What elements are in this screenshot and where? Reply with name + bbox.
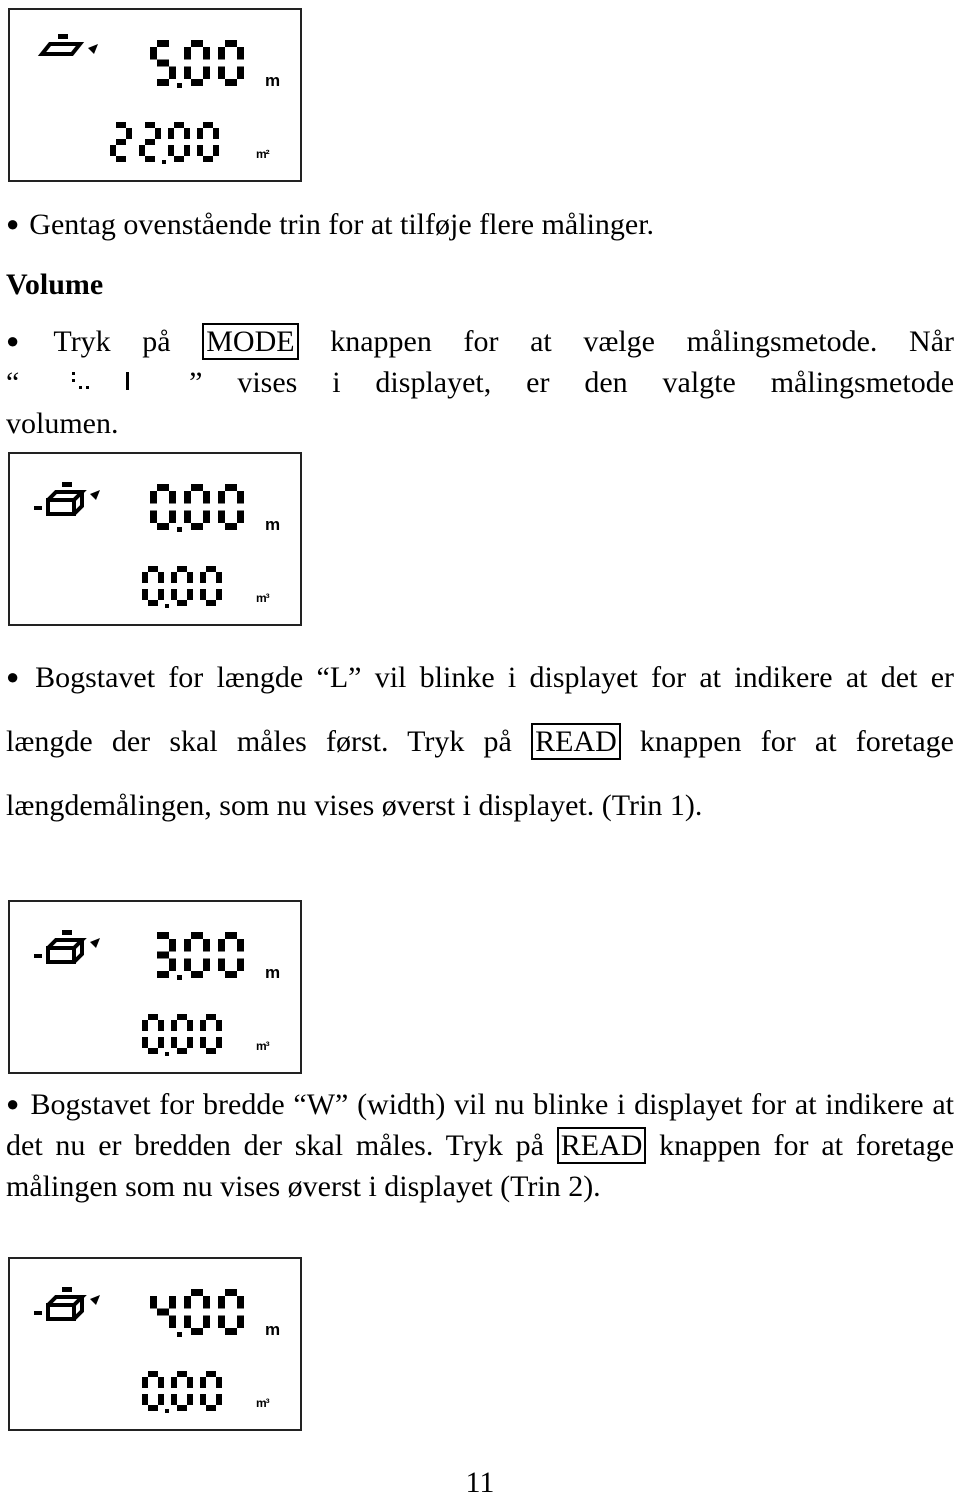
lcd-decimal-point (177, 527, 182, 532)
volume-mode-icon (34, 1287, 100, 1319)
lcd-display-length (8, 900, 302, 1074)
unit-cubic-meter: m³ (256, 1396, 269, 1410)
lcd-digit (184, 40, 210, 86)
lcd-digit (171, 566, 193, 606)
lcd-digit (218, 932, 244, 978)
lcd-display-area (8, 8, 302, 182)
lcd-decimal-point (165, 604, 169, 608)
lcd-digit (218, 484, 244, 530)
lcd-digit (142, 566, 164, 606)
lcd-decimal-point (162, 160, 166, 164)
unit-meter: m (265, 71, 280, 90)
lcd-decimal-point (177, 1332, 182, 1337)
unit-cubic-meter: m³ (256, 591, 269, 605)
area-mode-icon (42, 34, 98, 54)
paragraph-repeat: ● Gentag ovenstående trin for at tilføje flere målinger. (6, 208, 655, 241)
lcd-decimal-point (177, 83, 182, 88)
paragraph-length: ● Bogstavet for længde “L” vil blinke i displayet for at indikere at det er længde der skal måles først. Tryk på READ knappen for at foretage længdemålingen, som nu vises øverst i displayet. (Trin 1). (6, 661, 955, 822)
read-key-label: READ (557, 1127, 647, 1164)
unit-meter: m (265, 1320, 280, 1339)
volume-mode-icon (34, 482, 100, 514)
lcd-digit (150, 484, 176, 530)
lcd-display-width (8, 1257, 302, 1431)
lcd-digit (218, 1289, 244, 1335)
volume-mode-icon (54, 366, 154, 396)
lcd-digit (171, 1371, 193, 1411)
lcd-digit (168, 122, 190, 162)
paragraph-width: ● Bogstavet for bredde “W” (width) vil nu blinke i displayet for at indikere at det nu er bredden der skal måles. Tryk på READ knappen for at foretage målingen som nu vises øverst i displayet (Trin 2). (6, 1088, 955, 1203)
lcd-display-volume-initial (8, 452, 302, 626)
lcd-digit (150, 1296, 176, 1328)
unit-cubic-meter: m³ (256, 1039, 269, 1053)
lcd-digit (142, 1014, 164, 1054)
lcd-digit (184, 1289, 210, 1335)
lcd-digit (157, 932, 176, 978)
bullet: ● (6, 328, 44, 353)
lcd-digit (197, 122, 219, 162)
lcd-decimal-point (177, 975, 182, 980)
section-heading-volume: Volume (6, 268, 104, 301)
lcd-digit (200, 566, 222, 606)
lcd-digit (142, 1371, 164, 1411)
paragraph-volume-mode: ● Tryk på MODE knappen for at vælge målingsmetode. Når “ ” vises i displayet, er den valgte målingsmetode volumen. (6, 325, 955, 440)
bullet: ● (6, 664, 26, 689)
page-number: 11 (465, 1466, 495, 1499)
read-key-label: READ (531, 723, 621, 760)
lcd-decimal-point (165, 1409, 169, 1413)
lcd-digit (110, 122, 132, 162)
lcd-digit (184, 484, 210, 530)
lcd-digit (171, 1014, 193, 1054)
unit-meter: m (265, 515, 280, 534)
unit-square-meter: m² (256, 147, 269, 161)
volume-mode-icon (34, 930, 100, 962)
lcd-digit (184, 932, 210, 978)
lcd-digit (200, 1014, 222, 1054)
bullet: ● (6, 211, 20, 236)
lcd-decimal-point (165, 1052, 169, 1056)
mode-key-label: MODE (202, 323, 298, 360)
lcd-digit (218, 40, 244, 86)
unit-meter: m (265, 963, 280, 982)
lcd-digit (200, 1371, 222, 1411)
bullet: ● (6, 1091, 21, 1116)
lcd-digit (150, 40, 176, 86)
lcd-digit (139, 122, 161, 162)
